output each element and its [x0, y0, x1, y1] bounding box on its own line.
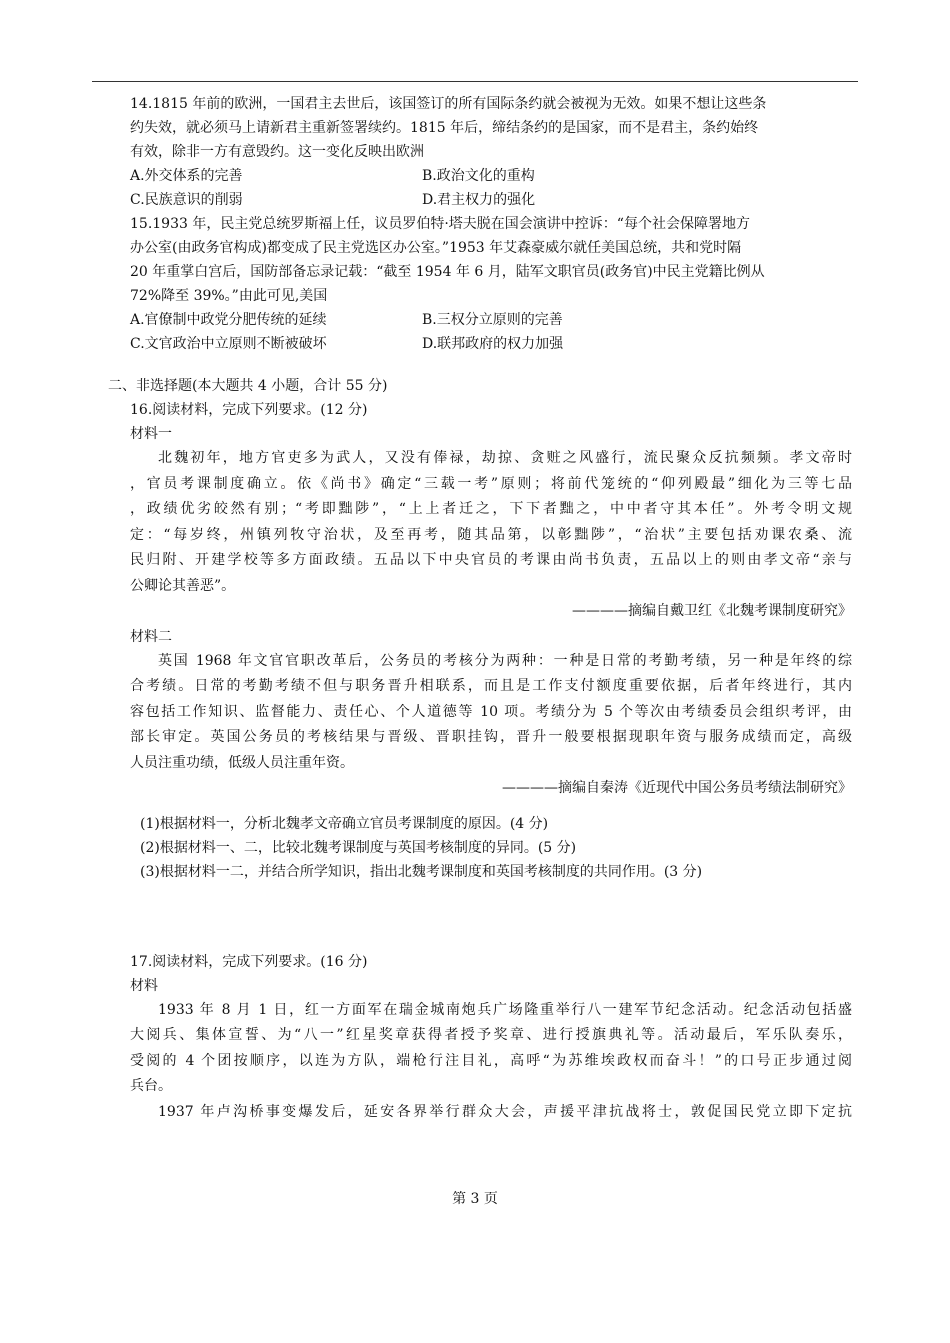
question-14 — [130, 92, 852, 212]
material-line: 1933 年 8 月 1 日，红一方面军在瑞金城南炮兵广场隆重举行八一建军节纪念活动。纪念活动包括盛 — [158, 1001, 852, 1018]
material-line: 定：“每岁终，州镇列牧守治状，及至再考，随其品第，以彰黜陟”，“治状”主要包括劝课农桑、流 — [130, 526, 852, 543]
material-line: 民归附、开建学校等多方面政绩。五品以下中央官员的考课由尚书负责，五品以上的则由孝文帝“亲与 — [130, 552, 852, 568]
material-line: 部长审定。英国公务员的考核结果与晋级、晋职挂钩，晋升一般要根据现职年资与服务成绩而定，高级 — [130, 729, 852, 745]
material-source: ————摘编自戴卫红《北魏考课制度研究》 — [572, 603, 852, 619]
header-rule — [92, 81, 858, 82]
q14-line: 14.1815 年前的欧洲，一国君主去世后，该国签订的所有国际条约就会被视为无效。如果不想让这些条 — [130, 96, 767, 112]
q15-line: 20 年重掌白宫后，国防部备忘录记载：“截至 1954 年 6 月，陆军文职官员(政务官)中民主党籍比例从 — [130, 264, 765, 280]
q15-option-b: B.三权分立原则的完善 — [422, 312, 563, 328]
material-line: 英国 1968 年文官官职改革后，公务员的考核分为两种：一种是日常的考勤考绩，另一种是年终的综 — [158, 652, 852, 669]
q16-requirement: (3)根据材料一二，并结合所学知识，指出北魏考课制度和英国考核制度的共同作用。(3 分) — [140, 863, 703, 880]
q16-requirement: (2)根据材料一、二，比较北魏考课制度与英国考核制度的异同。(5 分) — [140, 839, 577, 856]
q15-line: 15.1933 年，民主党总统罗斯福上任，议员罗伯特·塔夫脱在国会演讲中控诉：“每个社会保障署地方 — [130, 216, 750, 232]
q14-option-d: D.君主权力的强化 — [422, 192, 536, 208]
question-16 — [130, 398, 852, 884]
question-15 — [130, 212, 852, 356]
material-line: 兵台。 — [130, 1078, 172, 1094]
q14-line: 约失效，就必须马上请新君主重新签署续约。1815 年后，缔结条约的是国家，而不是君主，条约始终 — [130, 120, 759, 136]
q14-option-b: B.政治文化的重构 — [422, 168, 535, 184]
material-line: ，政绩优劣皎然有别；“考即黜陟”，“上上者迁之，下下者黜之，中中者守其本任”。外考令明文规 — [130, 501, 852, 517]
q16-requirement: (1)根据材料一，分析北魏孝文帝确立官员考课制度的原因。(4 分) — [140, 815, 549, 832]
q15-options-row — [130, 332, 852, 356]
q15-options-row — [130, 308, 852, 332]
q16-material-1 — [130, 446, 852, 625]
q16-material-2 — [130, 649, 852, 802]
material-line: 容包括工作知识、监督能力、责任心、个人道德等 10 项。考绩分为 5 个等次由考绩委员会组织考评，由 — [130, 703, 852, 720]
q14-option-a: A.外交体系的完善 — [130, 168, 243, 184]
material-line: 公卿论其善恶”。 — [130, 577, 236, 594]
q15-option-c: C.文官政治中立原则不断被破坏 — [130, 336, 327, 352]
material-line: ，官员考课制度确立。依《尚书》确定“三载一考”原则；将前代笼统的“仰列殿最”细化为三等七品 — [130, 475, 852, 492]
material-line: 合考绩。日常的考勤考绩不但与职务晋升相联系，而且是工作支付额度重要依据，后者年终进行，其内 — [130, 678, 852, 694]
question-17 — [130, 950, 852, 1126]
material-line: 人员注重功绩，低级人员注重年资。 — [130, 754, 354, 771]
material-source: ————摘编自秦涛《近现代中国公务员考绩法制研究》 — [502, 780, 852, 796]
page-content — [108, 92, 852, 1125]
material-line: 北魏初年，地方官吏多为武人，又没有俸禄，劫掠、贪赃之风盛行，流民聚众反抗频频。孝文帝时 — [158, 450, 852, 466]
q14-options-row — [130, 188, 852, 212]
q17-material-label: 材料 — [130, 977, 158, 994]
q15-line: 办公室(由政务官构成)都变成了民主党选区办公室。”1953 年艾森豪威尔就任美国总统，共和党时隔 — [130, 240, 742, 256]
q14-options-row — [130, 164, 852, 188]
material-line: 受阅的 4 个团按顺序，以连为方队，端枪行注目礼，高呼“为苏维埃政权而奋斗！”的口号正步通过阅 — [130, 1052, 852, 1069]
material-line: 1937 年卢沟桥事变爆发后，延安各界举行群众大会，声援平津抗战将士，敦促国民党立即下定抗 — [158, 1103, 852, 1120]
q16-material-1-label: 材料一 — [130, 426, 172, 442]
q14-option-c: C.民族意识的削弱 — [130, 192, 243, 208]
section-heading: 二、非选择题(本大题共 4 小题，合计 55 分) — [108, 378, 388, 394]
q16-title: 16.阅读材料，完成下列要求。(12 分) — [130, 402, 368, 418]
q17-material — [130, 998, 852, 1126]
q14-line: 有效，除非一方有意毁约。这一变化反映出欧洲 — [130, 144, 424, 160]
q15-option-a: A.官僚制中政党分肥传统的延续 — [130, 312, 327, 328]
q16-material-2-label: 材料二 — [130, 628, 172, 645]
q17-title: 17.阅读材料，完成下列要求。(16 分) — [130, 953, 368, 970]
page-number: 第 3 页 — [452, 1191, 498, 1207]
q15-option-d: D.联邦政府的权力加强 — [422, 336, 564, 352]
q15-line: 72%降至 39%。”由此可见,美国 — [130, 288, 328, 304]
material-line: 大阅兵、集体宣誓、为“八一”红星奖章获得者授予奖章、进行授旗典礼等。活动最后，军乐队奏乐， — [130, 1027, 852, 1043]
